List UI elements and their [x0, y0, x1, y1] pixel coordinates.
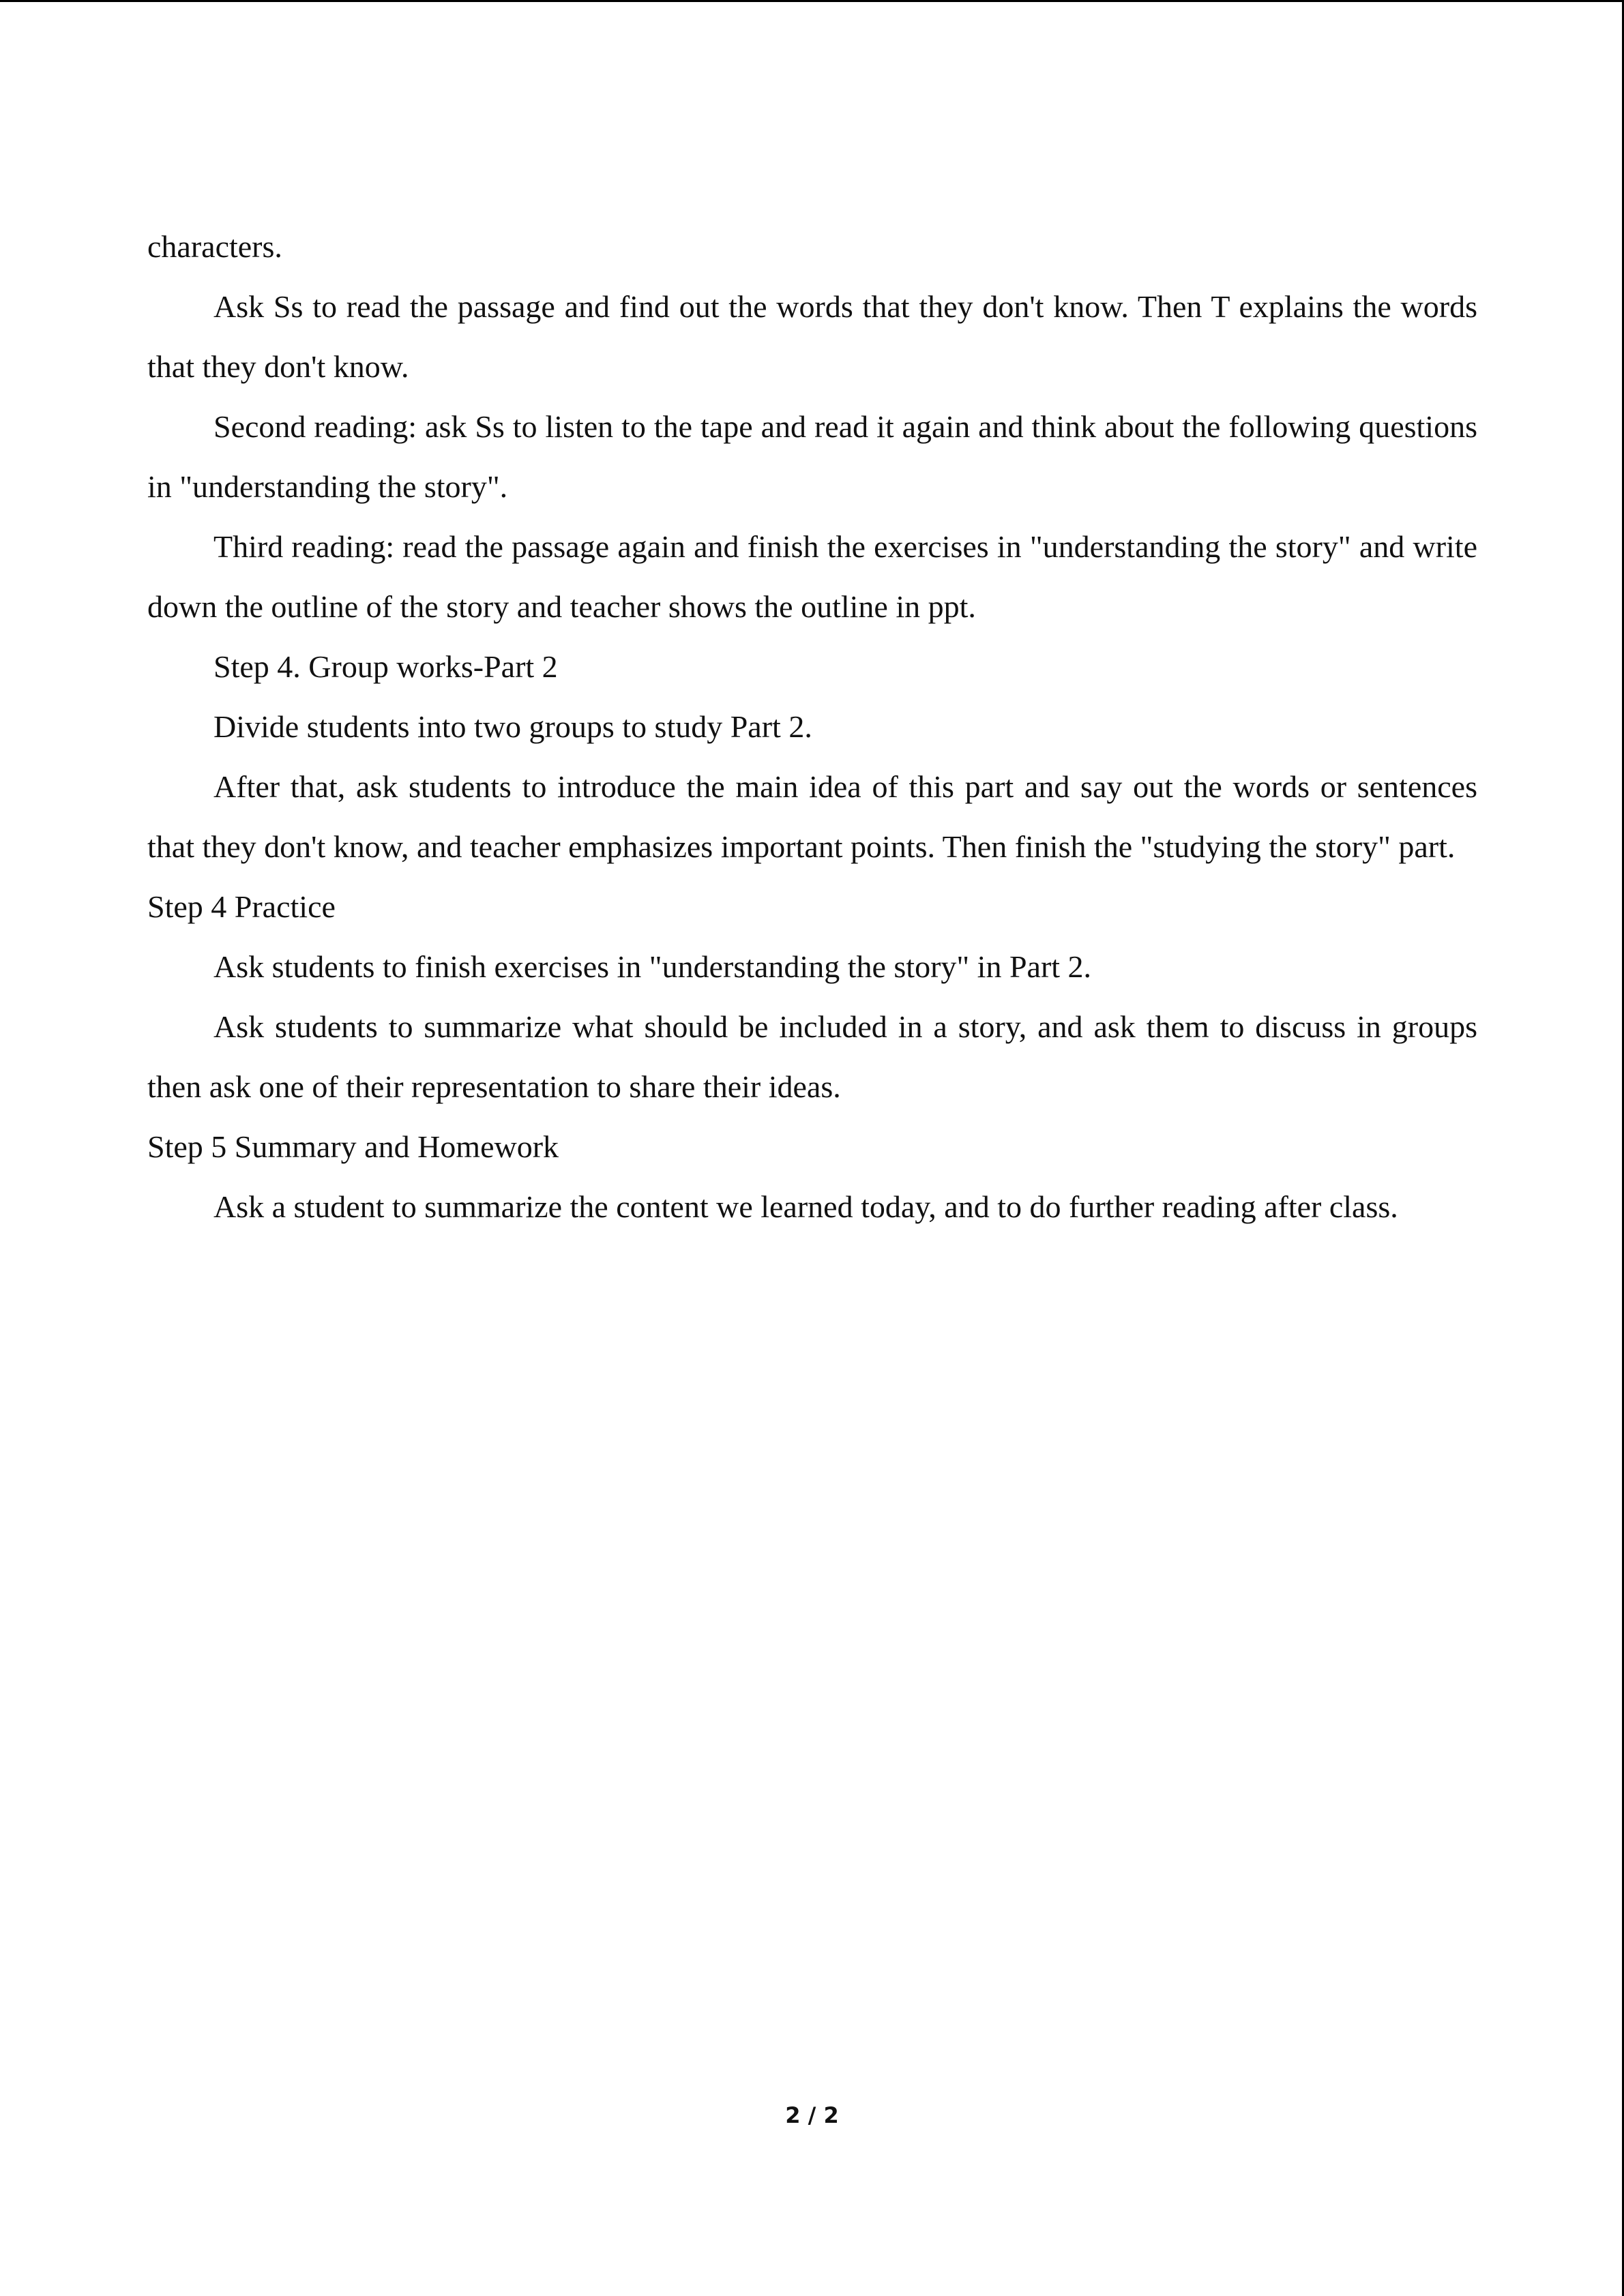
paragraph-second-reading: Second reading: ask Ss to listen to the tape and read it again and think about the following questions in "understanding the story".	[147, 409, 1477, 504]
paragraph-summarize-story: Ask students to summarize what should be included in a story, and ask them to discuss in groups then ask one of their representation to share their ideas.	[147, 1009, 1477, 1104]
step-heading-summary-homework: Step 5 Summary and Homework	[147, 1129, 559, 1164]
paragraph-summary-content: Ask a student to summarize the content we learned today, and to do further reading after class.	[213, 1189, 1398, 1224]
paragraph-continuation: characters.	[147, 229, 282, 264]
paragraph-divide-groups: Divide students into two groups to study Part 2.	[213, 709, 812, 744]
page-border-top	[0, 0, 1624, 2]
paragraph-finish-exercises: Ask students to finish exercises in "understanding the story" in Part 2.	[213, 949, 1092, 984]
step-heading-practice: Step 4 Practice	[147, 889, 336, 924]
paragraph-after-that: After that, ask students to introduce the main idea of this part and say out the words or sentences that they don't know, and teacher emphasizes important points. Then finish the "studying the story" part.	[147, 769, 1477, 864]
paragraph-first-reading: Ask Ss to read the passage and find out the words that they don't know. Then T explains the words that they don't know.	[147, 289, 1477, 384]
paragraph-third-reading: Third reading: read the passage again and finish the exercises in "understanding the story" and write down the outline of the story and teacher shows the outline in ppt.	[147, 529, 1477, 624]
step-heading-group-works: Step 4. Group works-Part 2	[213, 649, 558, 684]
document-body	[147, 217, 1477, 1237]
page-number: 2 / 2	[785, 2102, 839, 2128]
